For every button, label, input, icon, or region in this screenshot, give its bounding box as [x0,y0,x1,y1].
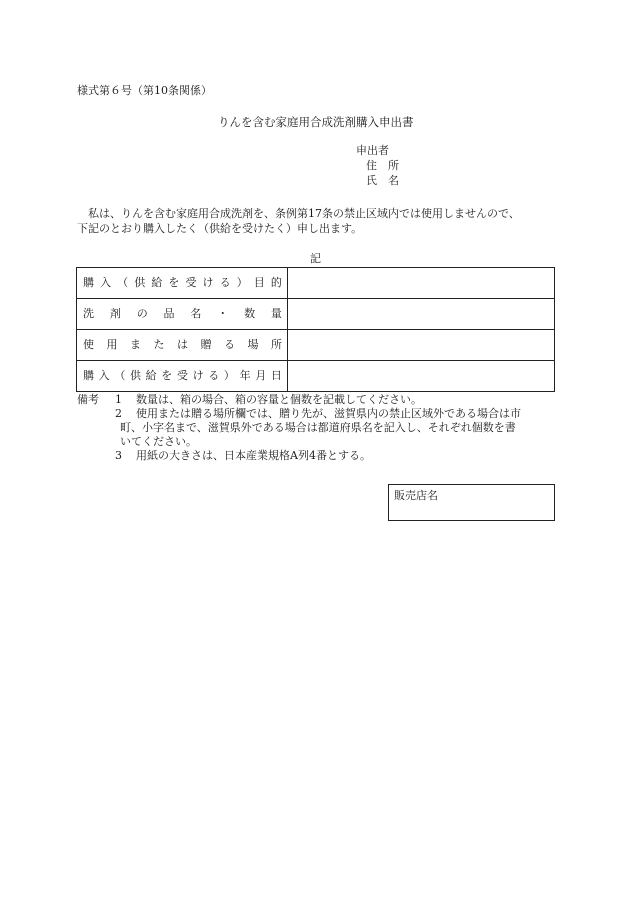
date-value-cell[interactable] [288,361,555,392]
note-item [77,449,557,463]
note-number: 3 [115,449,122,462]
shop-name-box[interactable] [388,484,555,521]
table-row [77,299,555,330]
shop-name-label: 販売店名 [394,489,438,502]
application-table [76,267,555,392]
row-label-char: 剤 [109,306,121,320]
row-label-char: を [168,275,180,289]
row-label-char: 名 [190,306,202,320]
row-label-char: 購 [83,368,94,382]
row-label-char: 所 [271,337,282,351]
row-label-char: 購 [83,275,94,289]
place-value-cell[interactable] [288,330,555,361]
row-label-char: 供 [129,368,141,382]
purpose-value-cell[interactable] [288,268,555,299]
row-label-char: 贈 [200,337,212,351]
row-label-char: （ [117,275,129,289]
row-label-char: 品 [163,306,175,320]
note-item [77,407,557,421]
table-row [77,268,555,299]
row-label-char: た [153,337,165,351]
row-label-char: 目 [253,275,265,289]
form-number: 様式第６号（第10条関係） [77,84,212,97]
row-label-char: る [219,275,231,289]
note-text: いてください。 [120,435,197,448]
note-text: 用紙の大きさは、日本産業規格A列4番とする。 [136,449,371,462]
row-label-place [77,330,288,361]
row-label-char: ） [236,275,248,289]
row-label-char: 給 [151,275,163,289]
row-label-char: 受 [185,275,197,289]
row-label-char: 給 [145,368,157,382]
note-number: 2 [115,407,122,420]
note-number: 1 [115,393,122,406]
notes-heading: 備考 [77,393,99,406]
row-label-char: を [161,368,173,382]
note-continuation [77,421,557,435]
row-label-char: は [177,337,188,351]
row-label-purpose [77,268,288,299]
table-row [77,361,555,392]
row-label-char: 場 [247,337,259,351]
row-label-char: ま [130,337,141,351]
row-label-char: 受 [176,368,188,382]
row-label-char: （ [114,368,126,382]
ki-marker: 記 [310,252,321,265]
row-label-char: る [208,368,220,382]
row-label-char: け [192,368,204,382]
note-text: 使用または贈る場所欄では、贈り先が、滋賀県内の禁止区域外である場合は市 [136,407,521,420]
row-label-char: 数 [244,306,256,320]
address-label: 住 所 [366,159,399,172]
applicant-block [356,144,399,189]
row-label-char: け [202,275,214,289]
row-label-char: 的 [270,275,282,289]
row-label-char: 用 [106,337,118,351]
row-label-char: 量 [270,306,282,320]
applicant-heading: 申出者 [356,144,389,157]
statement-text [77,206,555,236]
row-label-char: 供 [134,275,146,289]
row-label-char: ） [223,368,235,382]
note-item [77,393,557,407]
row-label-char: 洗 [83,306,94,320]
product-quantity-value-cell[interactable] [288,299,555,330]
row-label-char: 月 [255,368,267,382]
statement-line-2: 下記のとおり購入したく（供給を受けたく）申し出ます。 [77,222,363,235]
row-label-product-quantity [77,299,288,330]
row-label-char: る [224,337,235,351]
row-label-char: 入 [100,275,112,289]
note-text: 数量は、箱の場合、箱の容量と個数を記載してください。 [136,393,422,406]
row-label-date [77,361,288,392]
name-label: 氏 名 [366,174,399,187]
note-text: 町、小字名まで、滋賀県外である場合は都道府県名を記入し、それぞれ個数を書 [120,421,516,434]
row-label-char: の [136,306,148,320]
row-label-char: 入 [98,368,110,382]
table-row [77,330,555,361]
row-label-char: ・ [217,306,229,320]
note-continuation [77,435,557,449]
row-label-char: 日 [270,368,282,382]
statement-line-1: 私は、りんを含む家庭用合成洗剤を、条例第17条の禁止区域内では使用しませんので、 [88,207,520,220]
notes-section [77,393,557,463]
row-label-char: 年 [239,368,251,382]
document-title: りんを含む家庭用合成洗剤購入申出書 [218,115,414,129]
row-label-char: 使 [83,337,94,351]
